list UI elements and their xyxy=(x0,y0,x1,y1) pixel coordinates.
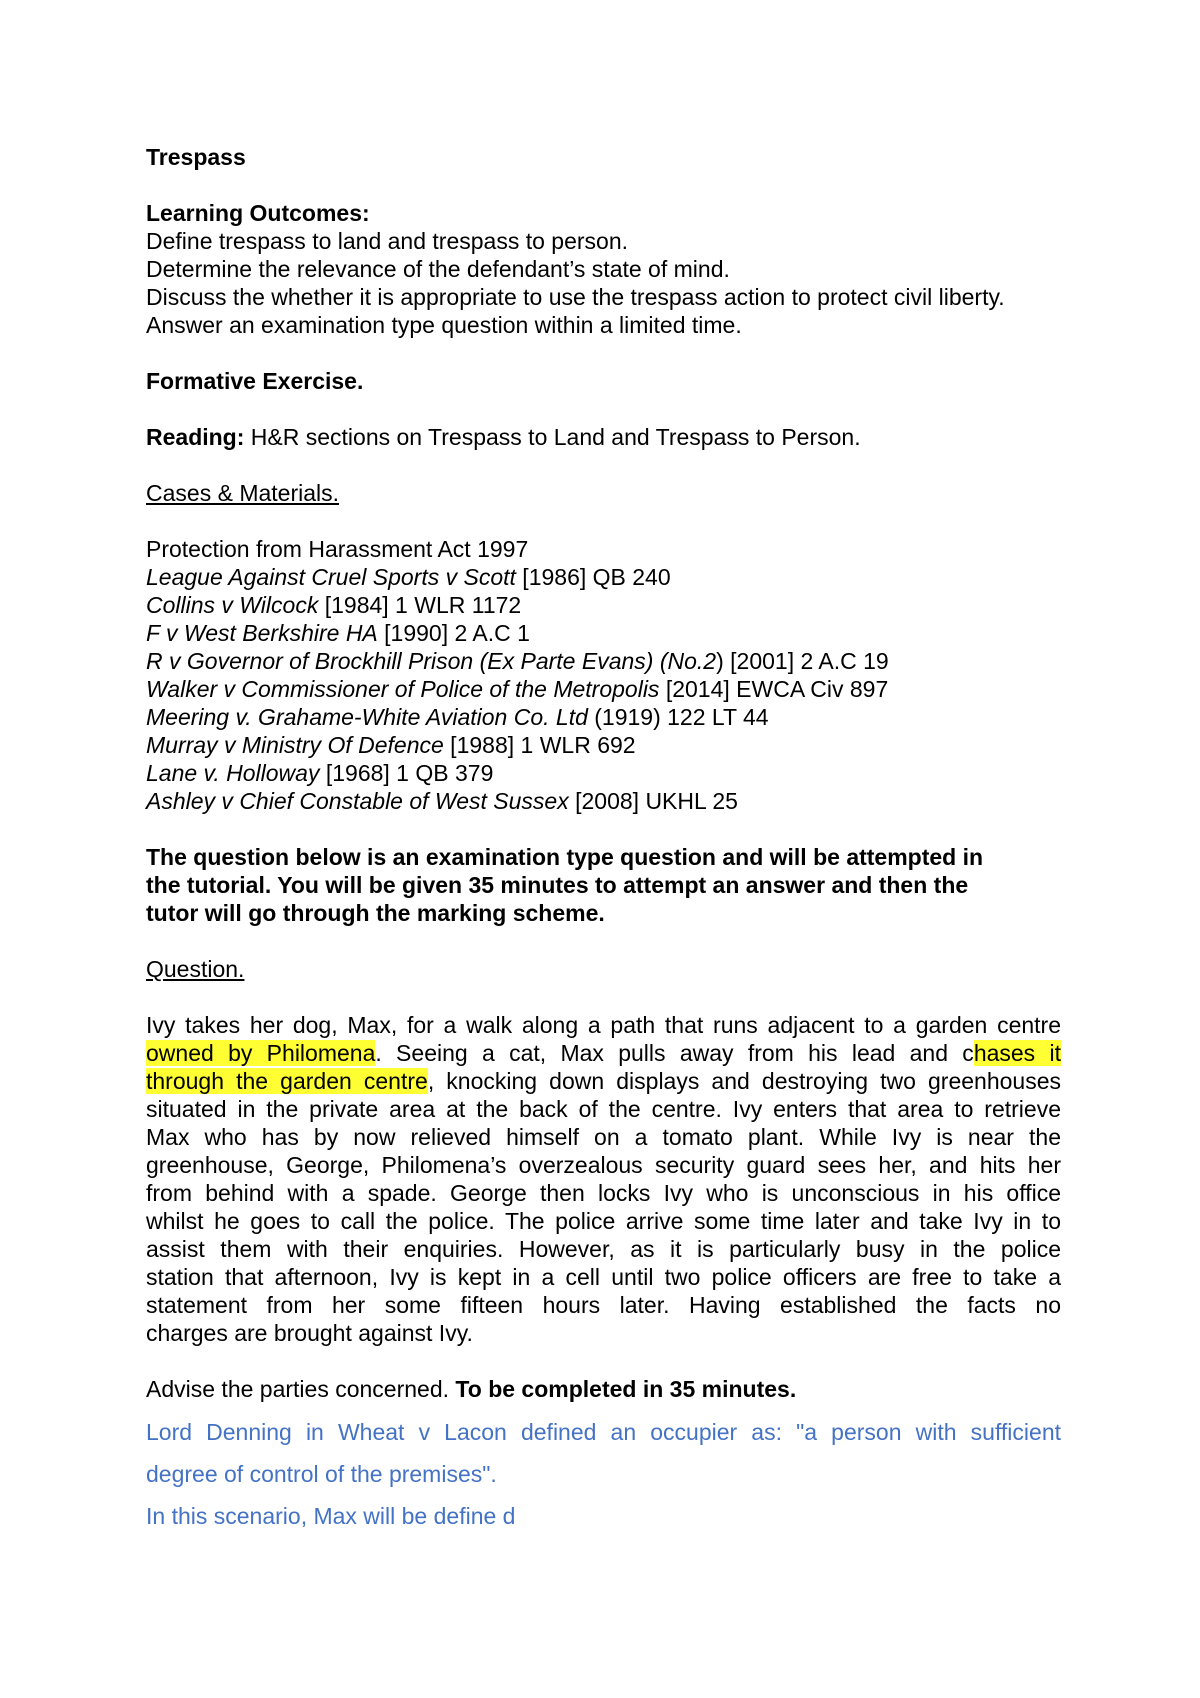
case-item xyxy=(146,675,1061,703)
answer-line: degree of control of the premises". xyxy=(146,1461,497,1487)
advise-deadline: To be completed in 35 minutes. xyxy=(455,1376,797,1402)
spacer xyxy=(146,1403,1061,1411)
case-citation: (1919) 122 LT 44 xyxy=(587,704,769,730)
question-paragraph xyxy=(146,1011,1061,1347)
question-line: statement from her some fifteen hours later. Having established the facts no xyxy=(146,1292,1061,1318)
spacer xyxy=(146,1347,1061,1375)
case-list xyxy=(146,535,1061,815)
highlighted-text: hases it xyxy=(973,1040,1061,1066)
highlighted-text: through the garden centre xyxy=(146,1068,428,1094)
formative-exercise-heading: Formative Exercise. xyxy=(146,368,364,394)
learning-outcome-item: Determine the relevance of the defendant’s state of mind. xyxy=(146,256,730,282)
case-name: R v Governor of Brockhill Prison (Ex Parte Evans) (No.2 xyxy=(146,648,717,674)
case-item xyxy=(146,731,1061,759)
question-heading: Question. xyxy=(146,956,245,982)
spacer xyxy=(146,815,1061,843)
spacer xyxy=(146,507,1061,535)
case-item xyxy=(146,647,1061,675)
case-citation: [1968] 1 QB 379 xyxy=(319,760,494,786)
question-line: Max who has by now relieved himself on a tomato plant. While Ivy is near the xyxy=(146,1124,1061,1150)
document-page xyxy=(146,143,1061,1537)
exam-notice-line: the tutorial. You will be given 35 minutes to attempt an answer and then the xyxy=(146,872,969,898)
case-item xyxy=(146,563,1061,591)
cases-heading: Cases & Materials. xyxy=(146,480,340,506)
question-text: , knocking down displays and destroying two greenhouses xyxy=(427,1068,1061,1094)
case-name: Collins v Wilcock xyxy=(146,592,319,618)
case-name: Murray v Ministry Of Defence xyxy=(146,732,444,758)
spacer xyxy=(146,451,1061,479)
reading-label: Reading: xyxy=(146,424,245,450)
case-name: Meering v. Grahame-White Aviation Co. Ltd xyxy=(146,704,588,730)
reading-line xyxy=(146,423,1061,451)
answer-paragraph xyxy=(146,1411,1061,1537)
case-item xyxy=(146,591,1061,619)
spacer xyxy=(146,927,1061,955)
case-item xyxy=(146,759,1061,787)
case-citation: [1986] QB 240 xyxy=(515,564,671,590)
reading-text: H&R sections on Trespass to Land and Trespass to Person. xyxy=(244,424,861,450)
case-name: League Against Cruel Sports v Scott xyxy=(146,564,516,590)
question-line: Ivy takes her dog, Max, for a walk along a path that runs adjacent to a garden centre xyxy=(146,1012,1061,1038)
question-line: situated in the private area at the back of the centre. Ivy enters that area to retrieve xyxy=(146,1096,1061,1122)
case-name: Lane v. Holloway xyxy=(146,760,320,786)
advise-line xyxy=(146,1375,1061,1403)
question-text: . Seeing a cat, Max pulls away from his lead and c xyxy=(375,1040,974,1066)
spacer xyxy=(146,983,1061,1011)
learning-outcome-item: Discuss the whether it is appropriate to use the trespass action to protect civil liberty. xyxy=(146,284,1005,310)
case-citation: [2014] EWCA Civ 897 xyxy=(659,676,889,702)
exam-notice-line: tutor will go through the marking scheme. xyxy=(146,900,605,926)
case-citation: [2008] UKHL 25 xyxy=(568,788,738,814)
case-item xyxy=(146,787,1061,815)
answer-line: Lord Denning in Wheat v Lacon defined an occupier as: "a person with sufficient xyxy=(146,1419,1061,1445)
spacer xyxy=(146,339,1061,367)
question-line: from behind with a spade. George then locks Ivy who is unconscious in his office xyxy=(146,1180,1061,1206)
document-title: Trespass xyxy=(146,144,246,170)
learning-outcome-item: Answer an examination type question within a limited time. xyxy=(146,312,742,338)
question-line: assist them with their enquiries. However, as it is particularly busy in the police xyxy=(146,1236,1061,1262)
question-line xyxy=(146,1039,1061,1067)
case-name: Walker v Commissioner of Police of the Metropolis xyxy=(146,676,660,702)
case-name: F v West Berkshire HA xyxy=(146,620,378,646)
learning-outcomes-heading: Learning Outcomes: xyxy=(146,200,370,226)
case-item xyxy=(146,619,1061,647)
answer-line: In this scenario, Max will be define d xyxy=(146,1503,516,1529)
highlighted-text: owned by Philomena xyxy=(146,1040,376,1066)
case-citation: [1990] 2 A.C 1 xyxy=(377,620,530,646)
question-line: station that afternoon, Ivy is kept in a cell until two police officers are free to take a xyxy=(146,1264,1061,1290)
case-citation: [1984] 1 WLR 1172 xyxy=(318,592,522,618)
question-line: greenhouse, George, Philomena’s overzealous security guard sees her, and hits her xyxy=(146,1152,1061,1178)
question-line xyxy=(146,1067,1061,1095)
learning-outcome-item: Define trespass to land and trespass to person. xyxy=(146,228,629,254)
question-line: charges are brought against Ivy. xyxy=(146,1320,473,1346)
question-line: whilst he goes to call the police. The police arrive some time later and take Ivy in to xyxy=(146,1208,1061,1234)
case-citation: ) [2001] 2 A.C 19 xyxy=(716,648,889,674)
case-citation: [1988] 1 WLR 692 xyxy=(443,732,636,758)
case-name: Ashley v Chief Constable of West Sussex xyxy=(146,788,569,814)
spacer xyxy=(146,171,1061,199)
advise-text: Advise the parties concerned. xyxy=(146,1376,456,1402)
statute-item: Protection from Harassment Act 1997 xyxy=(146,536,529,562)
exam-notice-line: The question below is an examination type question and will be attempted in xyxy=(146,844,984,870)
case-item xyxy=(146,703,1061,731)
spacer xyxy=(146,395,1061,423)
